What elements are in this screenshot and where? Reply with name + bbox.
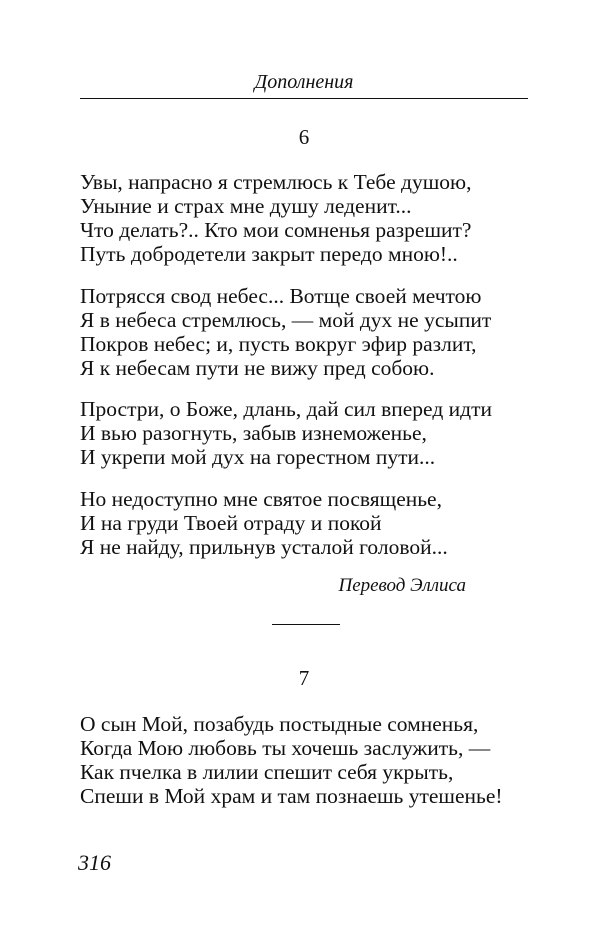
running-title: Дополнения [254,71,354,93]
verse-line: Покров небес; и, пусть вокруг эфир разлит, [80,332,477,356]
poem-6-stanza-3 [80,397,528,469]
section-separator [272,624,340,625]
poem-6-stanza-2 [80,284,528,380]
verse-line: Как пчелка в лилии спешит себя укрыть, [80,760,454,784]
poem-7-stanza-1 [80,712,528,808]
header-rule [80,98,528,99]
translator-credit: Перевод Эллиса [338,575,466,596]
poem-6-stanza-4 [80,487,528,559]
verse-line: И на груди Твоей отраду и покой [80,511,382,535]
verse-line: Спеши в Мой храм и там познаешь утешенье! [80,784,503,808]
page-number: 316 [78,850,111,875]
poem-number-6: 6 [298,125,310,149]
verse-line: Но недоступно мне святое посвященье, [80,487,442,511]
verse-line: Путь добродетели закрыт передо мною!.. [80,242,458,266]
verse-line: Увы, напрасно я стремлюсь к Тебе душою, [80,170,472,194]
verse-line: Я в небеса стремлюсь, — мой дух не усыпит [80,308,492,332]
poem-number-7: 7 [298,666,310,690]
poem-6-stanza-1 [80,170,528,266]
verse-line: Я к небесам пути не вижу пред собою. [80,356,435,380]
verse-line: Я не найду, прильнув усталой головой... [80,535,448,559]
verse-line: И укрепи мой дух на горестном пути... [80,445,436,469]
verse-line: Когда Мою любовь ты хочешь заслужить, — [80,736,491,760]
verse-line: Простри, о Боже, длань, дай сил вперед идти [80,397,492,421]
verse-line: О сын Мой, позабудь постыдные сомненья, [80,712,479,736]
verse-line: И вью разогнуть, забыв изнеможенье, [80,421,427,445]
verse-line: Уныние и страх мне душу леденит... [80,194,412,218]
verse-line: Что делать?.. Кто мои сомненья разрешит? [80,218,472,242]
verse-line: Потрясся свод небес... Вотще своей мечтою [80,284,482,308]
